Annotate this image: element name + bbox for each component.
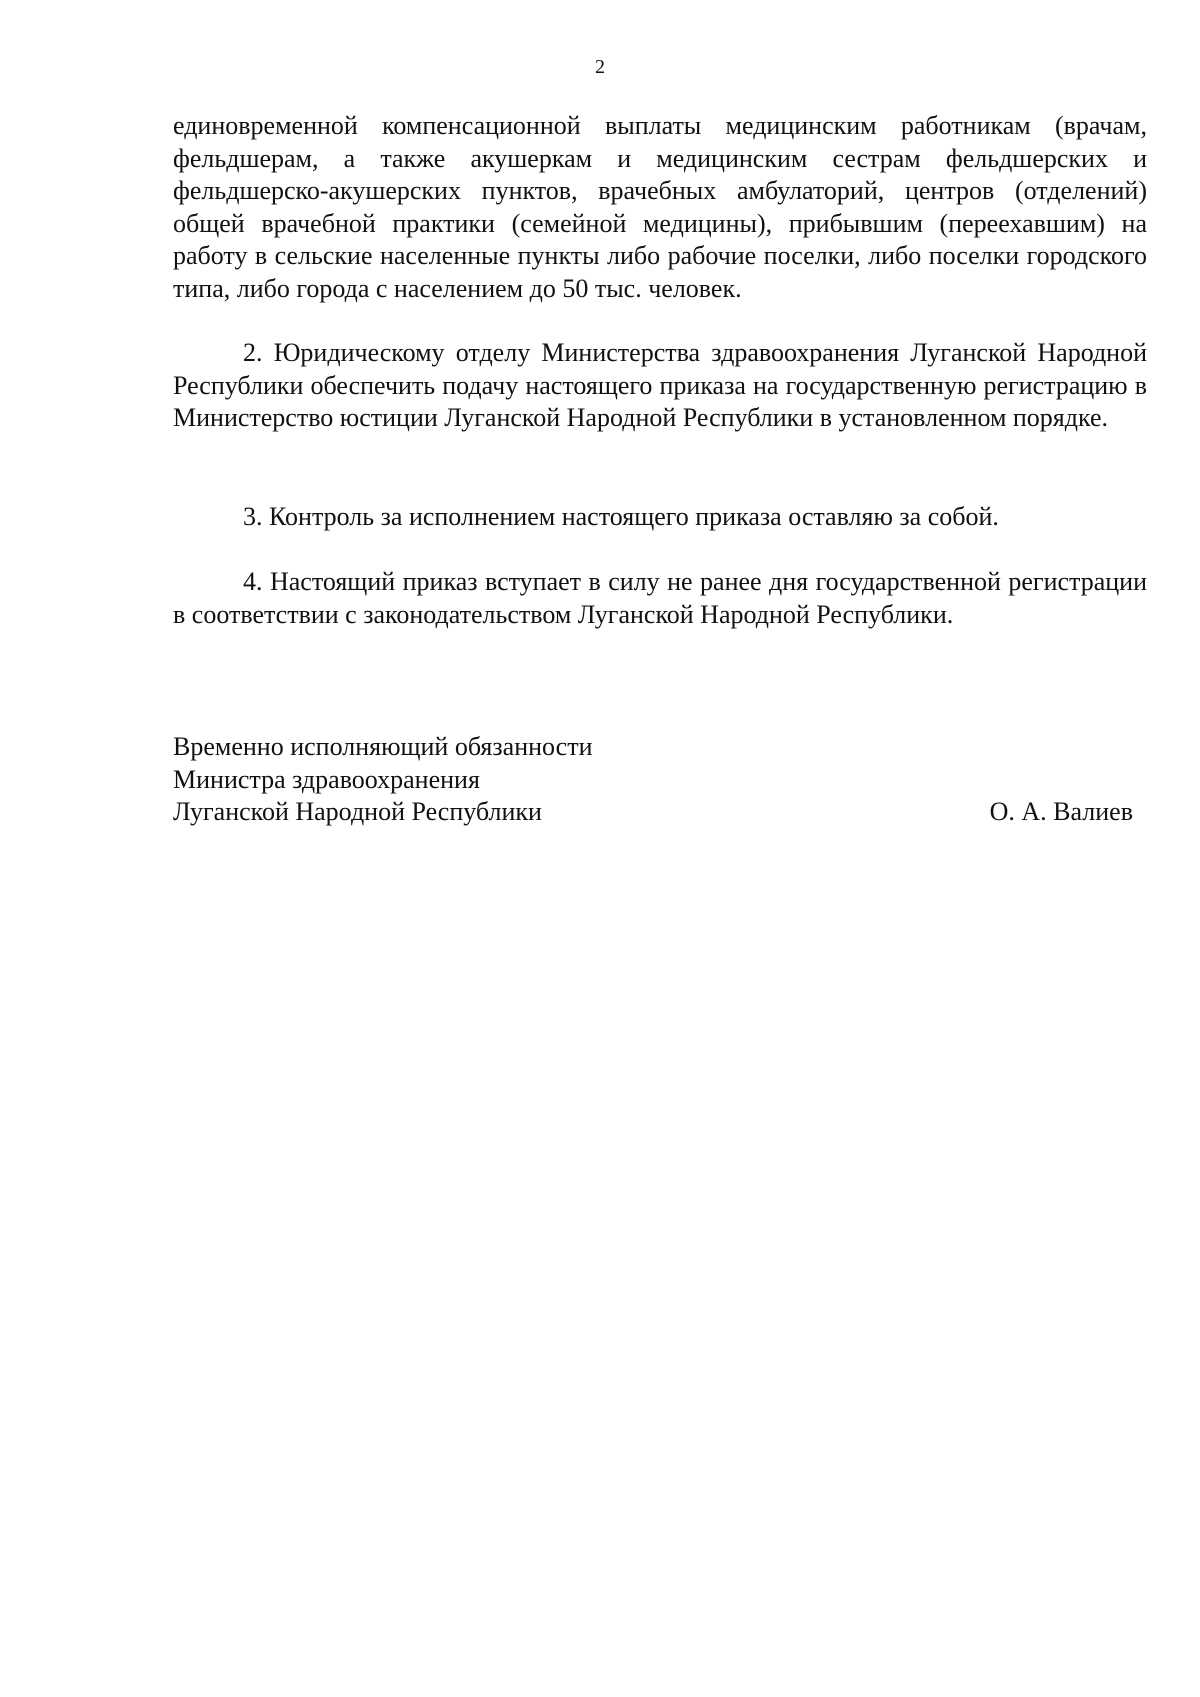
signatory-position-line-3: Луганской Народной Республики	[173, 797, 542, 826]
page-number: 2	[595, 56, 605, 78]
paragraph-item-3: 3. Контроль за исполнением настоящего приказа оставляю за собой.	[243, 502, 999, 531]
signatory-name: О. А. Валиев	[989, 797, 1133, 826]
signatory-position-line-1: Временно исполняющий обязанности	[173, 732, 593, 761]
signature-block	[173, 731, 1133, 829]
paragraph-item-4: 4. Настоящий приказ вступает в силу не ранее дня государственной регистрации в соответствии с законодательством Луганской Народной Республики.	[173, 567, 1147, 629]
paragraph-item-2: 2. Юридическому отделу Министерства здравоохранения Луганской Народной Республики обеспечить подачу настоящего приказа на государственную регистрацию в Министерство юстиции Луганской Народной Республики в установленном порядке.	[173, 338, 1147, 432]
signatory-final-line	[173, 796, 1133, 829]
paragraph-continuation: единовременной компенсационной выплаты медицинским работникам (врачам, фельдшерам, а также акушеркам и медицинским сестрам фельдшерских и фельдшерско-акушерских пунктов, врачебных амбулаторий, центров (отделений) общей врачебной практики (семейной медицины), прибывшим (переехавшим) на работу в сельские населенные пункты либо рабочие поселки, либо поселки городского типа, либо города с населением до 50 тыс. человек.	[173, 111, 1147, 303]
signatory-position-line-2: Министра здравоохранения	[173, 764, 480, 794]
